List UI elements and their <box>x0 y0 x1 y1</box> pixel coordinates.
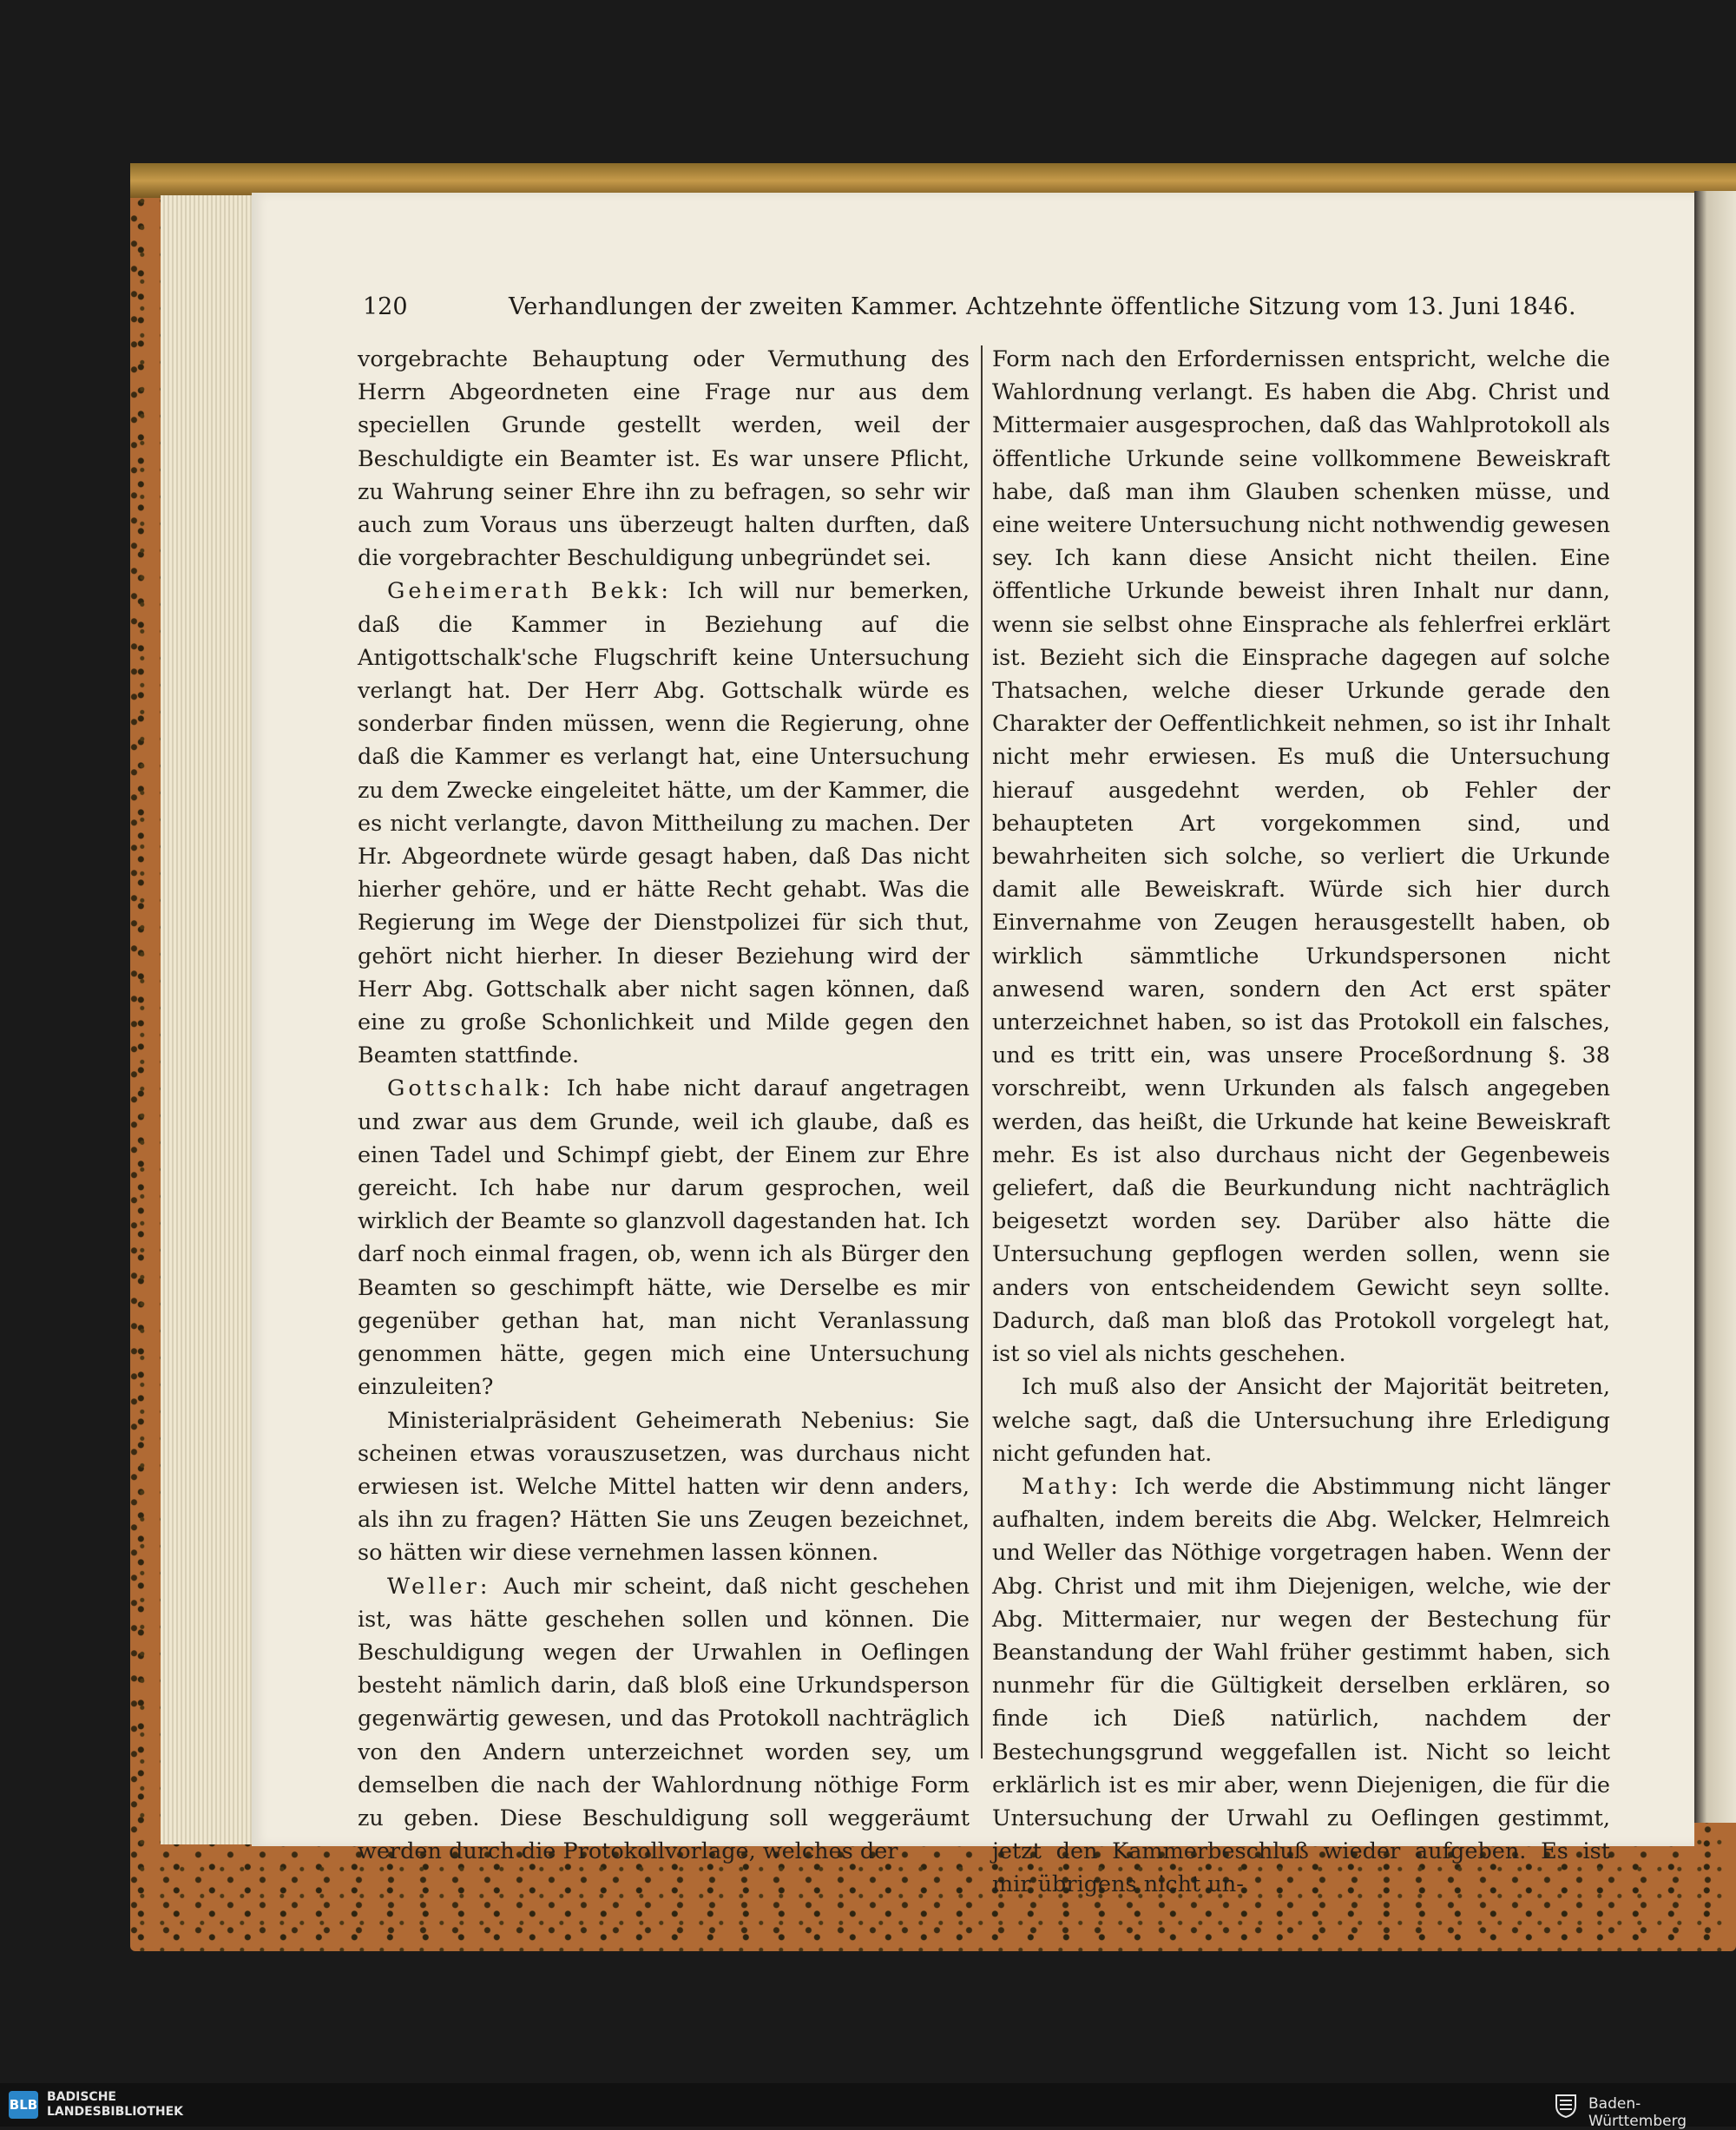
page-number: 120 <box>363 293 408 320</box>
left-column <box>358 343 970 1868</box>
page-header <box>363 293 1576 328</box>
paragraph <box>358 575 970 1072</box>
blb-logo-icon[interactable]: BLB <box>9 2091 38 2119</box>
paragraph <box>992 343 1610 1371</box>
paragraph <box>358 1072 970 1404</box>
running-head: Verhandlungen der zweiten Kammer. Achtzehnte öffentliche Sitzung vom 13. Juni 1846. <box>509 293 1576 320</box>
paragraph-text: vorgebrachte Behauptung oder Vermuthung des Herrn Abgeordneten eine Frage nur aus dem speciellen Grunde gestellt werden, weil der Beschuldigte ein Beamter ist. Es war unsere Pflicht, zu Wahrung seiner Ehre ihn zu befragen, so sehr wir auch zum Voraus uns überzeugt halten durften, daß die vorgebrachter Beschuldigung unbegründet sei. <box>358 346 970 572</box>
paragraph-text: Ich habe nicht darauf angetragen und zwar aus dem Grunde, weil ich glaube, daß es einen Tadel und Schimpf giebt, der Einem zur Ehre gereicht. Ich habe nur darum gesprochen, weil wirklich der Beamte so glanzvoll dagestanden hat. Ich darf noch einmal fragen, ob, wenn ich als Bürger den Beamten so geschimpft hätte, wie Derselbe es mir gegenüber gethan hat, man nicht Veranlassung genommen hätte, gegen mich eine Untersuchung einzuleiten? <box>358 1075 970 1401</box>
paragraph-text: Ich werde die Abstimmung nicht länger aufhalten, indem bereits die Abg. Welcker, Helmreich und Weller das Nöthige vorgetragen haben. Wenn der Abg. Christ und mit ihm Diejenigen, welche, wie der Abg. Mittermaier, nur wegen der Bestechung für Beanstandung der Wahl früher gestimmt haben, sich nunmehr für die Gültigkeit derselben erklären, so finde ich Dieß natürlich, nachdem der Bestechungsgrund weggefallen ist. Nicht so leicht erklärlich ist es mir aber, wenn Diejenigen, die für die Untersuchung der Urwahl zu Oeflingen gestimmt, jetzt den Kammerbeschluß wieder aufgeben. Es ist mir übrigens nicht un- <box>992 1473 1610 1898</box>
paragraph <box>992 1371 1610 1470</box>
blb-logo-text[interactable] <box>47 2090 183 2120</box>
paragraph-text: Ich will nur bemerken, daß die Kammer in Beziehung auf die Antigottschalk'sche Flugschrift keine Untersuchung verlangt hat. Der Herr Abg. Gottschalk würde es sonderbar finden müssen, wenn die Regierung, ohne daß die Kammer es verlangt hat, eine Untersuchung zu dem Zwecke eingeleitet hätte, um der Kammer, die es nicht verlangte, davon Mittheilung zu machen. Der Hr. Abgeordnete würde gesagt haben, daß Das nicht hierher gehöre, und er hätte Recht gehabt. Was die Regierung im Wege der Dienstpolizei für sich thut, gehört nicht hierher. In dieser Beziehung wird der Herr Abg. Gottschalk aber nicht sagen können, daß eine zu große Schonlichkeit und Milde gegen den Beamten stattfinde. <box>358 578 970 1069</box>
paragraph <box>992 1470 1610 1902</box>
paragraph-text: Auch mir scheint, daß nicht geschehen ist, was hätte geschehen sollen und können. Die Beschuldigung wegen der Urwahlen in Oeflingen besteht nämlich darin, daß bloß eine Urkundsperson gegenwärtig gewesen, und das Protokoll nachträglich von den Andern unterzeichnet worden sey, um demselben die nach der Wahlordnung nöthige Form zu geben. Diese Beschuldigung soll weggeräumt werden durch die Protokollvorlage, welches der <box>358 1573 970 1865</box>
paragraph <box>358 1404 970 1570</box>
next-page-edge <box>1694 191 1736 1823</box>
speaker-name: Gottschalk: <box>387 1075 554 1102</box>
blb-logo-line1: BADISCHE <box>47 2090 116 2104</box>
paragraph <box>358 343 970 575</box>
speaker-name: Mathy: <box>1022 1473 1121 1500</box>
speaker-name: Ministerialpräsident Geheimerath Nebenius: <box>387 1407 916 1434</box>
paragraph <box>358 1570 970 1869</box>
blb-logo-line2: LANDESBIBLIOTHEK <box>47 2105 184 2119</box>
speaker-name: Geheimerath Bekk: <box>387 578 673 605</box>
page-stack-edge <box>161 195 256 1844</box>
paragraph-text: Sie scheinen etwas vorauszusetzen, was durchaus nicht erwiesen ist. Welche Mittel hatten wir denn anders, als ihn zu fragen? Hätten Sie uns Zeugen bezeichnet, so hätten wir diese vernehmen lassen können. <box>358 1407 970 1567</box>
column-divider <box>981 345 983 1759</box>
baden-wuerttemberg-logo-text[interactable]: Baden-Württemberg <box>1588 2095 1687 2130</box>
viewer-footer <box>0 2083 1736 2130</box>
speaker-name: Weller: <box>387 1573 491 1600</box>
baden-wuerttemberg-crest-icon <box>1554 2092 1578 2118</box>
right-column <box>992 343 1610 1902</box>
paragraph-text: Form nach den Erfordernissen entspricht, welche die Wahlordnung verlangt. Es haben die Abg. Christ und Mittermaier ausgesprochen, daß das Wahlprotokoll als öffentliche Urkunde seine vollkommene Beweiskraft habe, daß man ihm Glauben schenken müsse, und eine weitere Untersuchung nicht nothwendig gewesen sey. Ich kann diese Ansicht nicht theilen. Eine öffentliche Urkunde beweist ihren Inhalt nur dann, wenn sie selbst ohne Einsprache als fehlerfrei erklärt ist. Bezieht sich die Einsprache dagegen auf solche Thatsachen, welche dieser Urkunde gerade den Charakter der Oeffentlichkeit nehmen, so ist ihr Inhalt nicht mehr erwiesen. Es muß die Untersuchung hierauf ausgedehnt werden, ob Fehler der behaupteten Art vorgekommen sind, und bewahrheiten sich solche, so verliert die Urkunde damit alle Beweiskraft. Würde sich hier durch Einvernahme von Zeugen herausgestellt haben, ob wirklich sämmtliche Urkundspersonen nicht anwesend waren, sondern den Act erst später unterzeichnet haben, so ist das Protokoll ein falsches, und es tritt ein, was unsere Proceßordnung §. 38 vorschreibt, wenn Urkunden als falsch angegeben werden, das heißt, die Urkunde hat keine Beweiskraft mehr. Es ist also durchaus nicht der Gegenbeweis geliefert, daß die Beurkundung nicht nachträglich beigesetzt worden sey. Darüber also hätte die Untersuchung gepflogen werden sollen, wenn sie anders von entscheidendem Gewicht seyn sollte. Dadurch, daß man bloß das Protokoll vorgelegt hat, ist so viel als nichts geschehen. <box>992 346 1610 1368</box>
paragraph-text: Ich muß also der Ansicht der Majorität beitreten, welche sagt, daß die Untersuchung ihre Erledigung nicht gefunden hat. <box>992 1374 1610 1467</box>
